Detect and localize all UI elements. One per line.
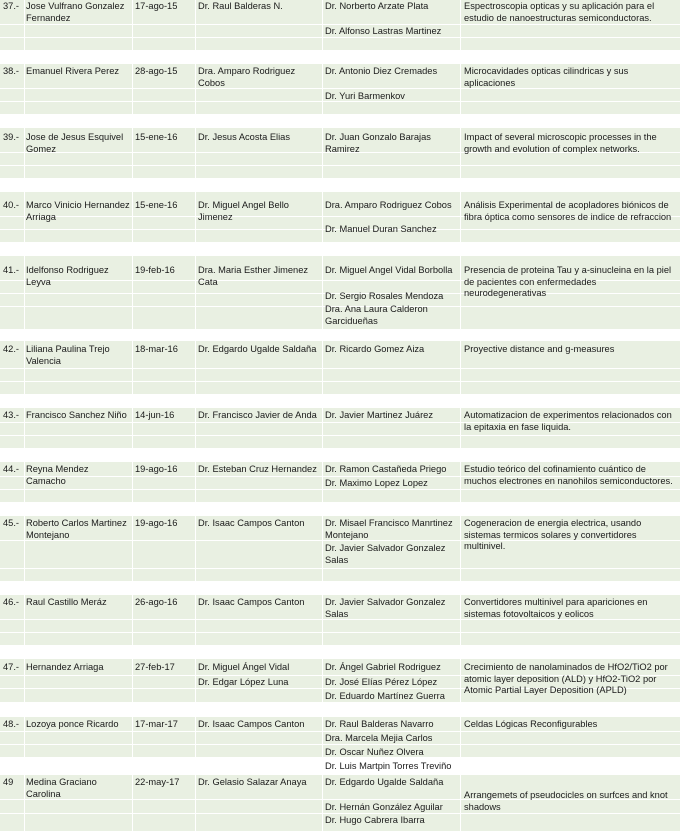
student-name: Lozoya ponce Ricardo bbox=[26, 719, 119, 729]
student-name: Reyna Mendez Camacho bbox=[26, 464, 89, 486]
committee-member: Dr. Manuel Duran Sanchez bbox=[325, 224, 437, 234]
advisor: Dr. Miguel Ángel Vidal bbox=[198, 662, 290, 672]
committee-member: Dr. Javier Salvador Gonzalez Salas bbox=[325, 543, 446, 565]
committee-member: Dra. Ana Laura Calderon Garcidueñas bbox=[325, 304, 428, 326]
committee-member: Dr. Ricardo Gomez Aiza bbox=[325, 344, 425, 354]
entry-number: 48.- bbox=[3, 719, 20, 729]
committee-member: Dr. Antonio Diez Cremades bbox=[325, 66, 438, 76]
advisor: Dr. Raul Balderas N. bbox=[198, 1, 283, 11]
advisor: Dr. Isaac Campos Canton bbox=[198, 518, 305, 528]
advisor: Dr. Miguel Angel Bello Jimenez bbox=[198, 200, 289, 222]
student-name: Hernandez Arriaga bbox=[26, 662, 104, 672]
column-divider bbox=[195, 0, 196, 831]
thesis-title: Espectroscopia opticas y su aplicación para el estudio de nanoestructuras semiconductoras. bbox=[464, 1, 655, 23]
student-name: Jose de Jesus Esquivel Gomez bbox=[26, 132, 124, 154]
entry-number: 40.- bbox=[3, 200, 20, 210]
student-name: Roberto Carlos Martinez Montejano bbox=[26, 518, 127, 540]
defense-date: 27-feb-17 bbox=[135, 662, 175, 672]
committee-member: Dr. Alfonso Lastras Martinez bbox=[325, 26, 442, 36]
thesis-title: Proyective distance and g-measures bbox=[464, 344, 615, 354]
advisor: Dra. Amparo Rodriguez Cobos bbox=[198, 66, 296, 88]
entry-number: 39.- bbox=[3, 132, 20, 142]
entry-number: 49 bbox=[3, 777, 14, 787]
committee-member: Dr. Ángel Gabriel Rodriguez bbox=[325, 662, 441, 672]
row-band bbox=[0, 633, 680, 646]
committee-member: Dr. Ramon Castañeda Priego bbox=[325, 464, 447, 474]
row-band bbox=[0, 436, 680, 449]
student-name: Raul Castillo Meráz bbox=[26, 597, 107, 607]
thesis-title: Microcavidades opticas cilindricas y sus aplicaciones bbox=[464, 66, 629, 88]
row-band bbox=[0, 38, 680, 51]
student-name: Medina Graciano Carolina bbox=[26, 777, 97, 799]
defense-date: 26-ago-16 bbox=[135, 597, 178, 607]
defense-date: 17-ago-15 bbox=[135, 1, 178, 11]
column-divider bbox=[132, 0, 133, 831]
row-band bbox=[0, 503, 680, 516]
thesis-title: Crecimiento de nanolaminados de HfO2/TiO2 por atomic layer deposition (ALD) y HfO2-TiO2 por Atomic Partial Layer Deposition (APLD) bbox=[464, 662, 668, 696]
defense-date: 15-ene-16 bbox=[135, 200, 178, 210]
committee-member: Dr. Raul Balderas Navarro bbox=[325, 719, 434, 729]
advisor: Dr. Isaac Campos Canton bbox=[198, 719, 305, 729]
column-divider bbox=[322, 0, 323, 831]
student-name: Idelfonso Rodriguez Leyva bbox=[26, 265, 109, 287]
row-band bbox=[0, 646, 680, 659]
committee-member: Dra. Marcela Mejia Carlos bbox=[325, 733, 433, 743]
row-band bbox=[0, 569, 680, 582]
defense-date: 22-may-17 bbox=[135, 777, 180, 787]
defense-date: 15-ene-16 bbox=[135, 132, 178, 142]
committee-member: Dr. José Elías Pérez López bbox=[325, 677, 438, 687]
row-band bbox=[0, 115, 680, 128]
row-band bbox=[0, 449, 680, 462]
entry-number: 38.- bbox=[3, 66, 20, 76]
committee-member: Dra. Amparo Rodriguez Cobos bbox=[325, 200, 452, 210]
committee-member: Dr. Misael Francisco Manrtinez Montejano bbox=[325, 518, 453, 540]
entry-number: 43.- bbox=[3, 410, 20, 420]
committee-member: Dr. Juan Gonzalo Barajas Ramirez bbox=[325, 132, 431, 154]
committee-member: Dr. Javier Salvador Gonzalez Salas bbox=[325, 597, 446, 619]
student-name: Liliana Paulina Trejo Valencia bbox=[26, 344, 110, 366]
thesis-title: Arrangemets of pseudocicles on surfces and knot shadows bbox=[464, 790, 668, 812]
defense-date: 17-mar-17 bbox=[135, 719, 178, 729]
student-name: Jose Vulfrano Gonzalez Fernandez bbox=[26, 1, 125, 23]
row-band bbox=[0, 51, 680, 64]
entry-number: 47.- bbox=[3, 662, 20, 672]
thesis-title: Automatizacion de experimentos relacionados con la epitaxia en fase liquida. bbox=[464, 410, 672, 432]
row-band bbox=[0, 382, 680, 395]
committee-member: Dr. Yuri Barmenkov bbox=[325, 91, 405, 101]
committee-member: Dr. Miguel Angel Vidal Borbolla bbox=[325, 265, 453, 275]
student-name: Marco Vinicio Hernandez Arriaga bbox=[26, 200, 130, 222]
entry-number: 44.- bbox=[3, 464, 20, 474]
thesis-title: Cogeneracion de energia electrica, usando sistemas termicos solares y convertidores multinivel. bbox=[464, 518, 642, 552]
entry-number: 41.- bbox=[3, 265, 20, 275]
row-band bbox=[0, 243, 680, 256]
row-band bbox=[0, 620, 680, 633]
thesis-title: Celdas Lógicas Reconfigurables bbox=[464, 719, 598, 729]
defense-date: 19-feb-16 bbox=[135, 265, 175, 275]
committee-member: Dr. Eduardo Martínez Guerra bbox=[325, 691, 445, 701]
thesis-title: Estudio teórico del cofinamiento cuántico de muchos electrones en nanohilos semiconductores. bbox=[464, 464, 673, 486]
advisor: Dr. Edgardo Ugalde Saldaña bbox=[198, 344, 317, 354]
committee-member: Dr. Hugo Cabrera Ibarra bbox=[325, 815, 425, 825]
committee-member: Dr. Norberto Arzate Plata bbox=[325, 1, 429, 11]
row-band bbox=[0, 369, 680, 382]
entry-number: 42.- bbox=[3, 344, 20, 354]
advisor: Dr. Gelasio Salazar Anaya bbox=[198, 777, 307, 787]
row-band bbox=[0, 703, 680, 717]
thesis-title: Análisis Experimental de acopladores biónicos de fibra óptica como sensores de indice de refraccion bbox=[464, 200, 672, 222]
advisor: Dra. Maria Esther Jimenez Cata bbox=[198, 265, 309, 287]
student-name: Emanuel Rivera Perez bbox=[26, 66, 120, 76]
entry-number: 45.- bbox=[3, 518, 20, 528]
committee-member: Dr. Luis Martpin Torres Treviño bbox=[325, 761, 452, 771]
row-band bbox=[0, 179, 680, 192]
entry-number: 37.- bbox=[3, 1, 20, 11]
defense-date: 28-ago-15 bbox=[135, 66, 178, 76]
defense-date: 19-ago-16 bbox=[135, 464, 178, 474]
defense-date: 19-ago-16 bbox=[135, 518, 178, 528]
committee-member: Dr. Hernán González Aguilar bbox=[325, 802, 443, 812]
row-band bbox=[0, 395, 680, 408]
committee-member: Dr. Edgardo Ugalde Saldaña bbox=[325, 777, 444, 787]
committee-member: Dr. Oscar Nuñez Olvera bbox=[325, 747, 424, 757]
advisor: Dr. Jesus Acosta Elias bbox=[198, 132, 290, 142]
advisor: Dr. Edgar López Luna bbox=[198, 677, 289, 687]
thesis-title: Convertidores multinivel para apariciones en sistemas fotovoltaicos y eolicos bbox=[464, 597, 648, 619]
thesis-title: Presencia de proteina Tau y a-sinucleina en la piel de pacientes con enfermedades neurodegenerativas bbox=[464, 265, 672, 299]
row-band bbox=[0, 330, 680, 341]
committee-member: Dr. Javier Martinez Juárez bbox=[325, 410, 433, 420]
committee-member: Dr. Maximo Lopez Lopez bbox=[325, 478, 428, 488]
advisor: Dr. Francisco Javier de Anda bbox=[198, 410, 317, 420]
row-band bbox=[0, 490, 680, 503]
advisor: Dr. Esteban Cruz Hernandez bbox=[198, 464, 317, 474]
student-name: Francisco Sanchez Niño bbox=[26, 410, 127, 420]
advisor: Dr. Isaac Campos Canton bbox=[198, 597, 305, 607]
thesis-title: Impact of several microscopic processes in the growth and evolution of complex networks. bbox=[464, 132, 657, 154]
row-band bbox=[0, 166, 680, 179]
committee-member: Dr. Sergio Rosales Mendoza bbox=[325, 291, 444, 301]
entry-number: 46.- bbox=[3, 597, 20, 607]
row-band bbox=[0, 582, 680, 595]
column-divider bbox=[460, 0, 461, 831]
defense-date: 18-mar-16 bbox=[135, 344, 178, 354]
defense-date: 14-jun-16 bbox=[135, 410, 175, 420]
row-band bbox=[0, 102, 680, 115]
